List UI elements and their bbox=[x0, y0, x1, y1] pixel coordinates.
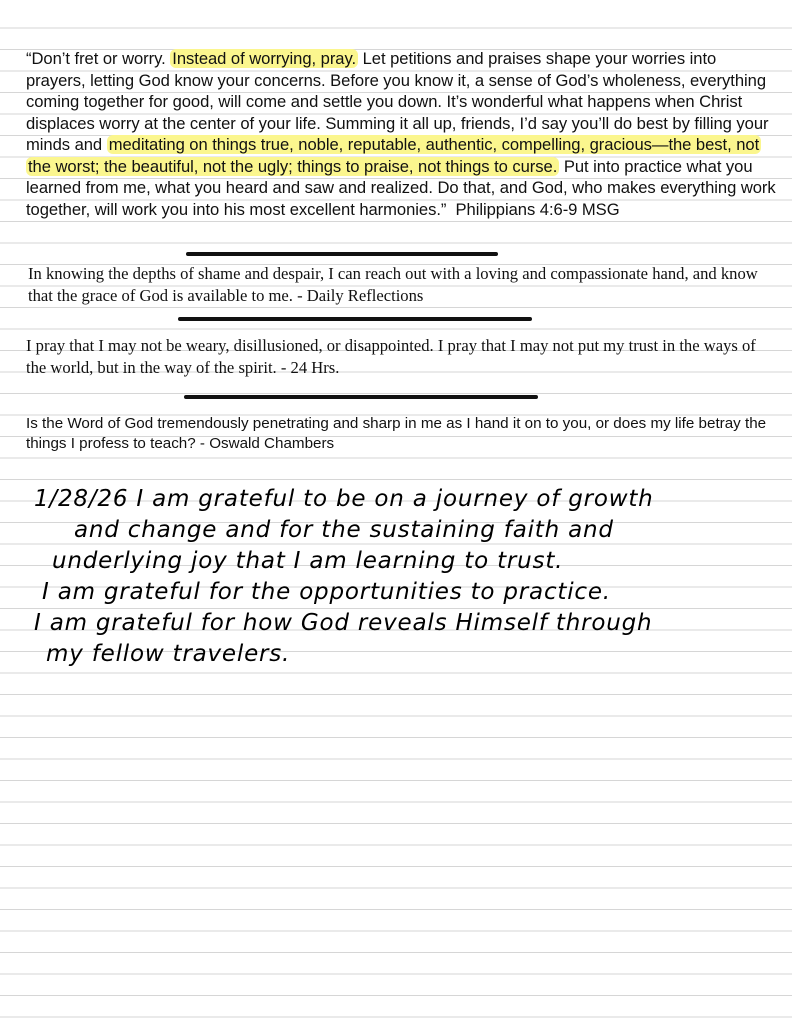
divider-3 bbox=[184, 395, 538, 399]
twenty-four-hours-quote bbox=[26, 335, 776, 378]
quote-text-middle: Let petitions and praises shape your worries into prayers, letting God know your concerns. Before you know it, a sense of God’s wholeness, everything coming together for good, will come and settle you down. It’s wonderful what happens when Christ displaces worry at the center of your life. Summing it all up, friends, I’d say you’ll do best by filling your minds and bbox=[26, 49, 769, 154]
journal-line-1: 1/28/26 I am grateful to be on a journey of growth bbox=[34, 486, 654, 512]
highlight-meditating: meditating on things true, noble, reputable, authentic, compelling, gracious—the best, not the worst; the beautiful, not the ugly; things to praise, not things to curse. bbox=[28, 135, 760, 176]
quote-text-end: Put into practice what you learned from me, what you heard and saw and realized. Do that, and God, who makes everything work together, will work you into his most excellent harmonies.” bbox=[26, 156, 776, 219]
journal-line-3: underlying joy that I am learning to trust. bbox=[52, 548, 564, 574]
daily-reflections-text: In knowing the depths of shame and despair, I can reach out with a loving and compassionate hand, and know that the grace of God is available to me. - Daily Reflections bbox=[28, 264, 758, 305]
daily-reflections-quote bbox=[28, 263, 778, 306]
divider-1 bbox=[186, 252, 498, 256]
oswald-chambers-quote bbox=[26, 414, 776, 454]
quote-citation: Philippians 4:6-9 MSG bbox=[455, 199, 620, 219]
quote-text-start: “Don’t fret or worry. bbox=[26, 49, 166, 68]
handwritten-journal-entry bbox=[30, 484, 785, 670]
journal-line-5: I am grateful for how God reveals Himself through bbox=[34, 610, 653, 636]
journal-line-2: and change and for the sustaining faith and bbox=[74, 517, 614, 543]
twenty-four-hours-text: I pray that I may not be weary, disillusioned, or disappointed. I pray that I may not put my trust in the ways of the world, but in the way of the spirit. - 24 Hrs. bbox=[26, 336, 756, 377]
journal-line-4: I am grateful for the opportunities to practice. bbox=[42, 579, 611, 605]
philippians-quote bbox=[26, 48, 776, 220]
oswald-chambers-text: Is the Word of God tremendously penetrating and sharp in me as I hand it on to you, or does my life betray the things I profess to teach? - Oswald Chambers bbox=[26, 415, 767, 452]
journal-line-6: my fellow travelers. bbox=[46, 641, 291, 667]
divider-2 bbox=[178, 317, 532, 321]
highlight-instead-of-worrying: Instead of worrying, pray. bbox=[172, 49, 357, 68]
